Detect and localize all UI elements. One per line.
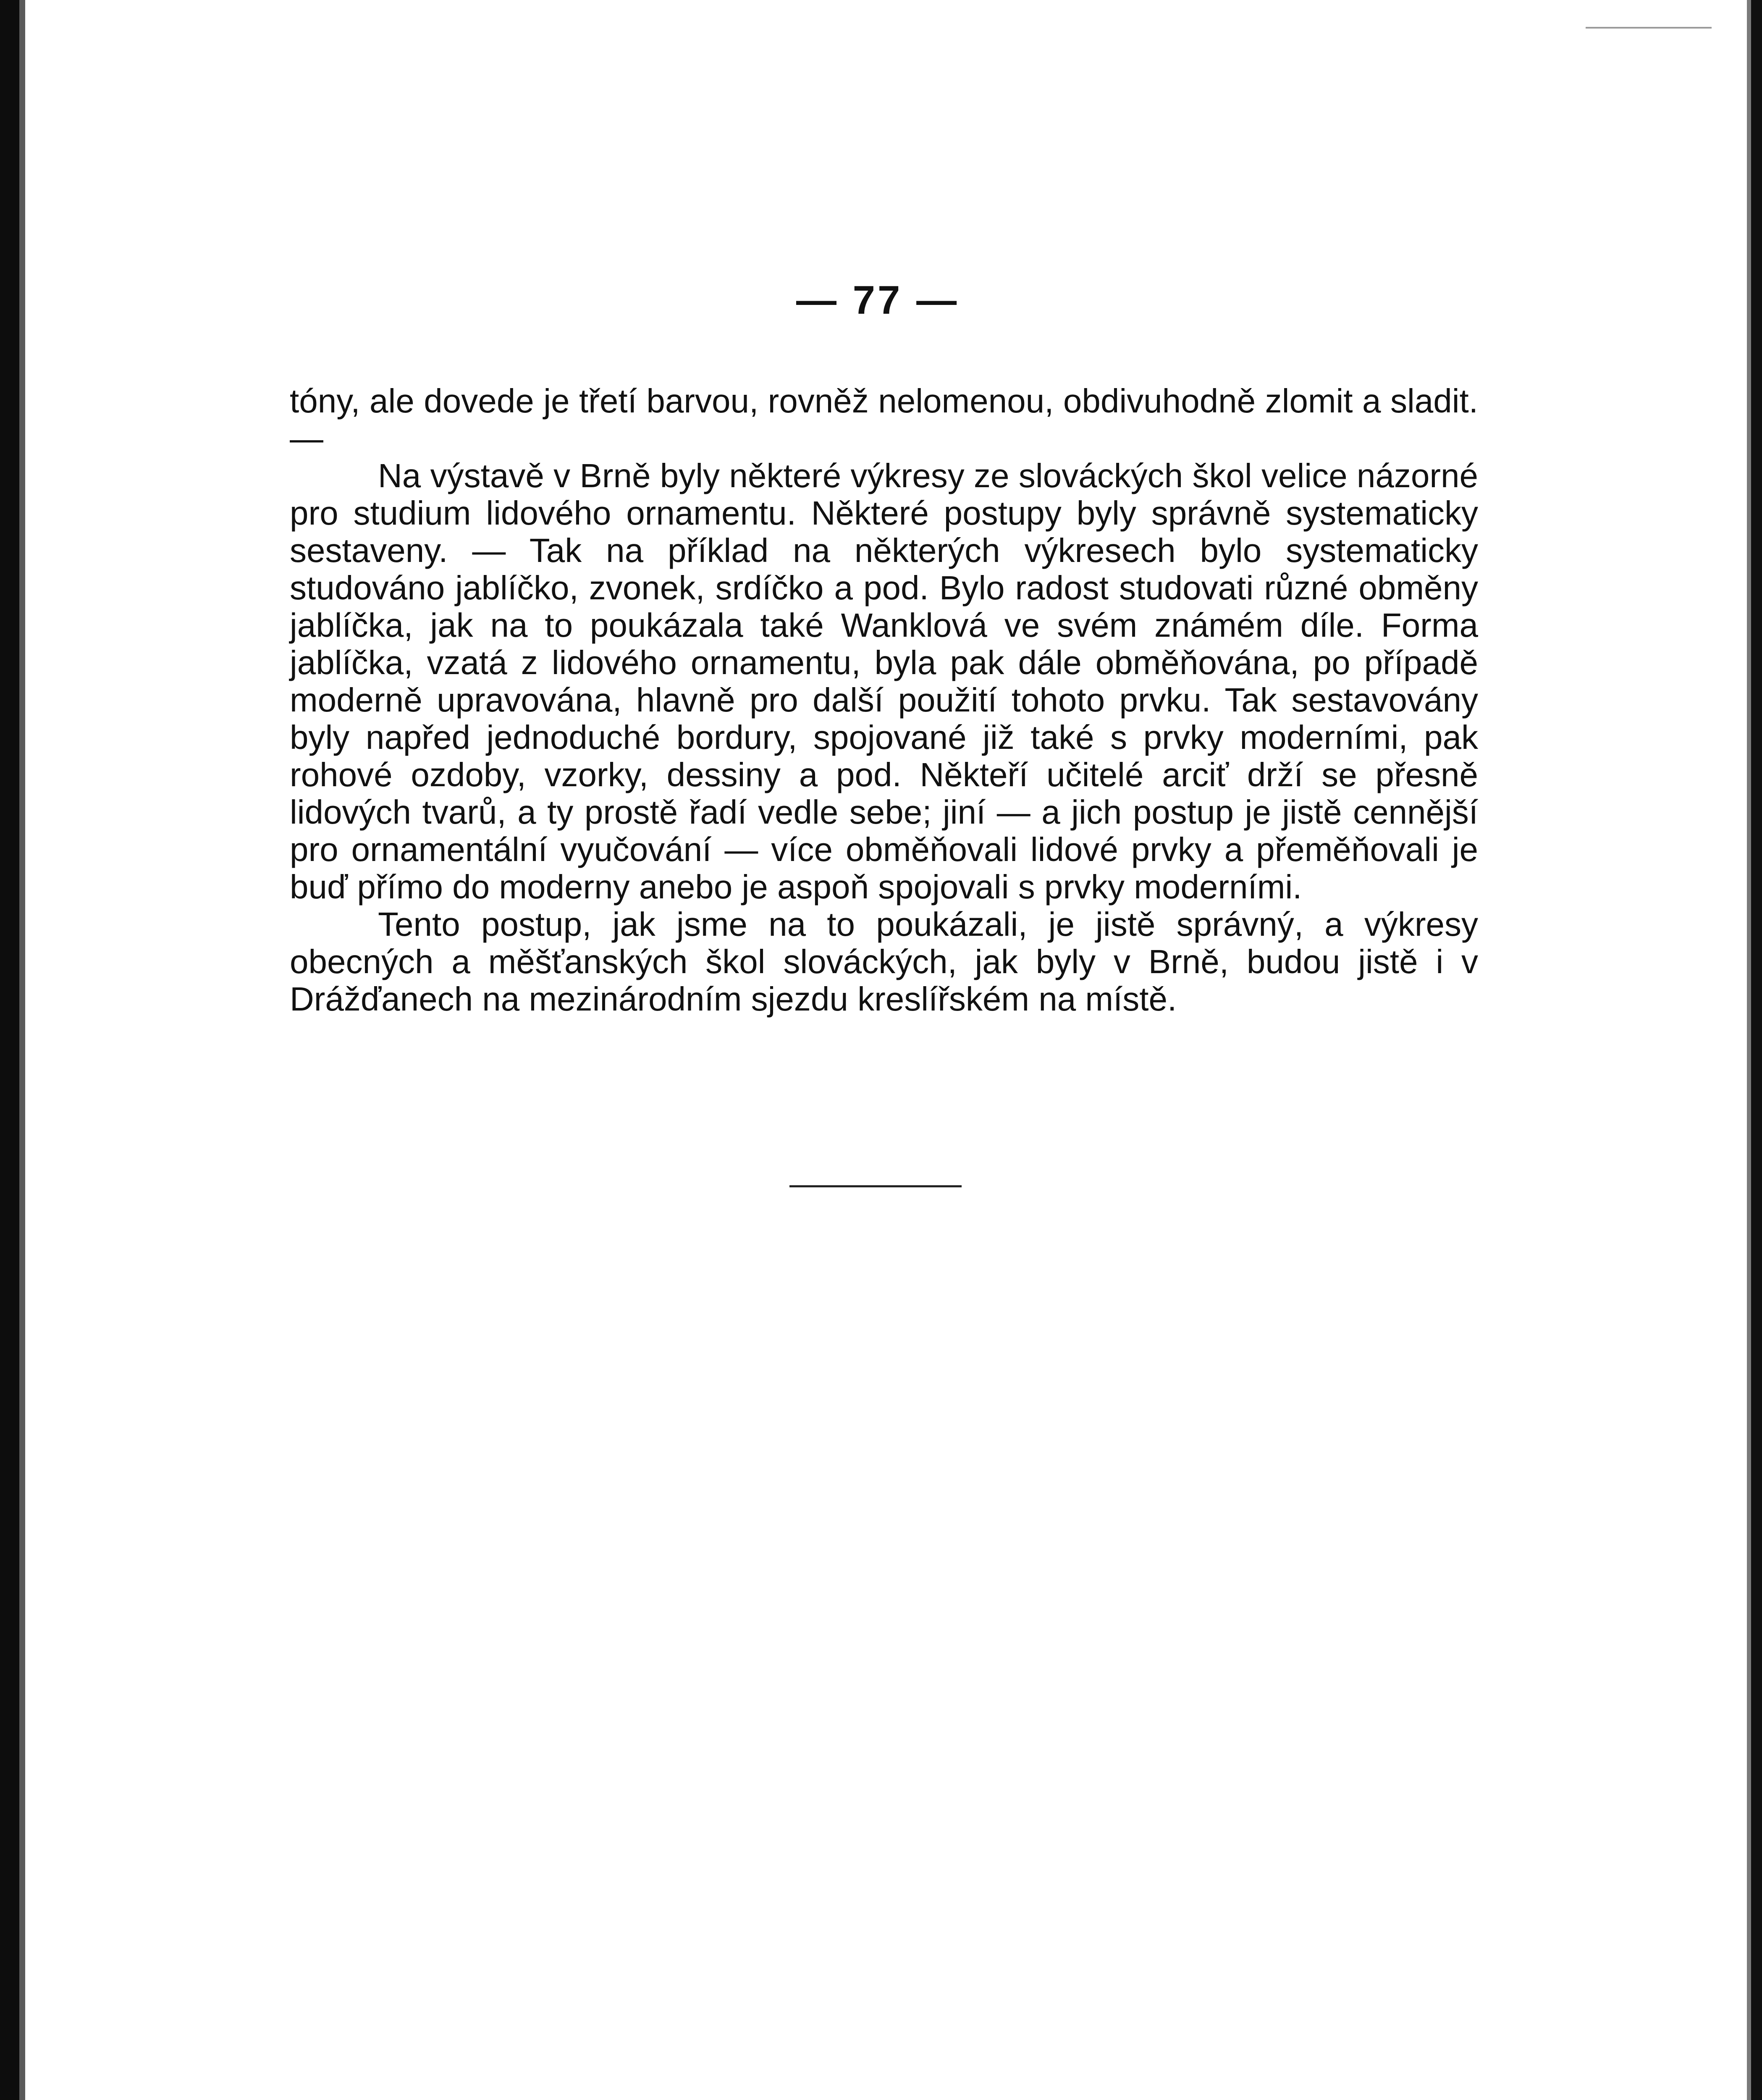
section-end-rule xyxy=(789,1185,962,1187)
paragraph-exhibition: Na výstavě v Brně byly některé výkresy ze slováckých škol velice názorné pro studium lidového ornamentu. Některé postupy byly správně systematicky sestaveny. — Tak na příklad na některých výkresech bylo systematicky studováno jablíčko, zvonek, srdíčko a pod. Bylo radost studovati různé obměny jablíčka, jak na to poukázala také Wanklová ve svém známém díle. Forma jablíčka, vzatá z lidového ornamentu, byla pak dále obměňována, po případě moderně upravována, hlavně pro další použití tohoto prvku. Tak sestavovány byly napřed jednoduché bordury, spojované již také s prvky moderními, pak rohové ozdoby, vzorky, dessiny a pod. Někteří učitelé arciť drží se přesně lidových tvarů, a ty prostě řadí vedle sebe; jiní — a jich postup je jistě cennější pro ornamentální vyučování — více obměňovali lidové prvky a přeměňovali je buď přímo do moderny anebo je aspoň spojovali s prvky moderními. xyxy=(290,457,1478,906)
scan-right-shadow xyxy=(1747,0,1751,2100)
article-body xyxy=(290,382,1478,1018)
paragraph-continuation: tóny, ale dovede je třetí barvou, rovněž nelomenou, obdivuhodně zlomit a sladit. — xyxy=(290,382,1478,457)
scan-right-edge xyxy=(1751,0,1762,2100)
paragraph-conclusion: Tento postup, jak jsme na to poukázali, je jistě správný, a výkresy obecných a měšťanských škol slováckých, jak byly v Brně, budou jistě i v Drážďanech na mezinárodním sjezdu kreslířském na místě. xyxy=(290,906,1478,1018)
scan-left-edge xyxy=(0,0,19,2100)
scan-top-mark xyxy=(1586,27,1712,29)
page-number: — 77 — xyxy=(796,278,960,323)
scan-left-shadow xyxy=(19,0,25,2100)
